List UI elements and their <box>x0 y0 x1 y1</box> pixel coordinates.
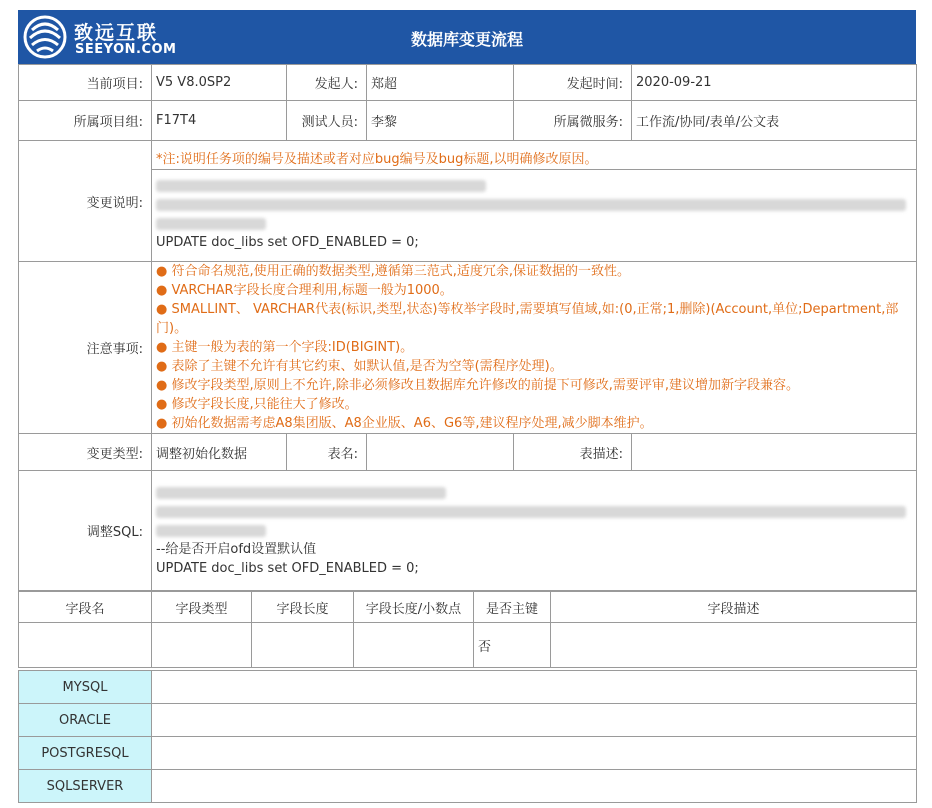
adjust-sql-statement: UPDATE doc_libs set OFD_ENABLED = 0; <box>156 561 419 576</box>
note-item: ● 符合命名规范,使用正确的数据类型,遵循第三范式,适度冗余,保证数据的一致性。 <box>156 264 631 279</box>
group-value[interactable]: F17T4 <box>152 101 287 141</box>
note-item: ● VARCHAR字段长度合理利用,标题一般为1000。 <box>156 283 453 298</box>
change-type-value[interactable]: 调整初始化数据 <box>152 434 287 471</box>
redacted-text <box>156 502 912 521</box>
header-primary-key: 是否主键 <box>474 592 551 623</box>
db-label-sqlserver: SQLSERVER <box>19 770 152 803</box>
notes-row <box>19 262 917 434</box>
redacted-text <box>156 521 912 540</box>
db-row-mysql <box>19 671 917 704</box>
notes-label: 注意事项: <box>19 262 152 434</box>
change-desc-note: *注:说明任务项的编号及描述或者对应bug编号及bug标题,以明确修改原因。 <box>152 150 916 170</box>
db-row-sqlserver <box>19 770 917 803</box>
redacted-text <box>156 195 912 214</box>
adjust-sql-content[interactable] <box>152 471 917 591</box>
tester-label: 测试人员: <box>287 101 367 141</box>
tester-value[interactable]: 李黎 <box>367 101 514 141</box>
page-title: 数据库变更流程 <box>410 30 523 49</box>
form-header <box>18 10 916 64</box>
field-type-cell[interactable] <box>152 623 252 668</box>
table-desc-value[interactable] <box>632 434 917 471</box>
db-row-postgresql <box>19 737 917 770</box>
db-row-oracle <box>19 704 917 737</box>
adjust-sql-label: 调整SQL: <box>19 471 152 591</box>
note-item: ● 主键一般为表的第一个字段:ID(BIGINT)。 <box>156 340 414 355</box>
header-field-name: 字段名 <box>19 592 152 623</box>
db-label-mysql: MYSQL <box>19 671 152 704</box>
note-item: ● 修改字段长度,只能往大了修改。 <box>156 397 358 412</box>
start-time-label: 发起时间: <box>514 65 632 101</box>
initiator-value[interactable]: 郑超 <box>367 65 514 101</box>
change-desc-sql: UPDATE doc_libs set OFD_ENABLED = 0; <box>156 235 419 250</box>
info-table <box>18 64 917 591</box>
table-name-label: 表名: <box>287 434 367 471</box>
db-script-postgresql[interactable] <box>152 737 917 770</box>
service-value[interactable]: 工作流/协同/表单/公文表 <box>632 101 917 141</box>
notes-cell <box>152 262 917 434</box>
adjust-sql-comment: --给是否开启ofd设置默认值 <box>156 542 317 557</box>
header-field-length: 字段长度 <box>252 592 354 623</box>
redacted-text <box>156 483 912 502</box>
info-row-2 <box>19 101 917 141</box>
table-row <box>19 623 917 668</box>
field-name-cell[interactable] <box>19 623 152 668</box>
change-desc-label: 变更说明: <box>19 141 152 262</box>
field-decimal-cell[interactable] <box>354 623 474 668</box>
header-field-decimal: 字段长度/小数点 <box>354 592 474 623</box>
db-label-oracle: ORACLE <box>19 704 152 737</box>
project-label: 当前项目: <box>19 65 152 101</box>
header-field-type: 字段类型 <box>152 592 252 623</box>
fields-table <box>18 591 917 668</box>
redacted-text <box>156 214 912 233</box>
change-desc-cell <box>152 141 917 262</box>
start-time-value[interactable]: 2020-09-21 <box>632 65 917 101</box>
note-item: ● 修改字段类型,原则上不允许,除非必须修改且数据库允许修改的前提下可修改,需要评审,建议增加新字段兼容。 <box>156 378 800 393</box>
change-desc-row <box>19 141 917 262</box>
database-table <box>18 670 917 803</box>
field-desc-cell[interactable] <box>551 623 917 668</box>
note-item: ● 表除了主键不允许有其它约束、如默认值,是否为空等(需程序处理)。 <box>156 359 563 374</box>
db-script-mysql[interactable] <box>152 671 917 704</box>
initiator-label: 发起人: <box>287 65 367 101</box>
header-field-desc: 字段描述 <box>551 592 917 623</box>
db-script-sqlserver[interactable] <box>152 770 917 803</box>
project-value[interactable]: V5 V8.0SP2 <box>152 65 287 101</box>
note-item: ● SMALLINT、 VARCHAR代表(标识,类型,状态)等枚举字段时,需要填写值域,如:(0,正常;1,删除)(Account,单位;Department,部门)。 <box>156 302 899 336</box>
change-desc-content[interactable] <box>152 170 916 252</box>
logo-text-en: SEEYON.COM <box>75 42 177 57</box>
table-desc-label: 表描述: <box>514 434 632 471</box>
service-label: 所属微服务: <box>514 101 632 141</box>
change-form <box>18 10 916 803</box>
logo-text-cn: 致远互联 <box>74 22 159 44</box>
db-script-oracle[interactable] <box>152 704 917 737</box>
fields-header-row <box>19 592 917 623</box>
change-type-label: 变更类型: <box>19 434 152 471</box>
table-name-value[interactable] <box>367 434 514 471</box>
field-length-cell[interactable] <box>252 623 354 668</box>
change-type-row <box>19 434 917 471</box>
group-label: 所属项目组: <box>19 101 152 141</box>
info-row-1 <box>19 65 917 101</box>
primary-key-cell[interactable]: 否 <box>474 623 551 668</box>
redacted-text <box>156 176 912 195</box>
db-label-postgresql: POSTGRESQL <box>19 737 152 770</box>
adjust-sql-row <box>19 471 917 591</box>
note-item: ● 初始化数据需考虑A8集团版、A8企业版、A6、G6等,建议程序处理,减少脚本维护。 <box>156 416 653 431</box>
